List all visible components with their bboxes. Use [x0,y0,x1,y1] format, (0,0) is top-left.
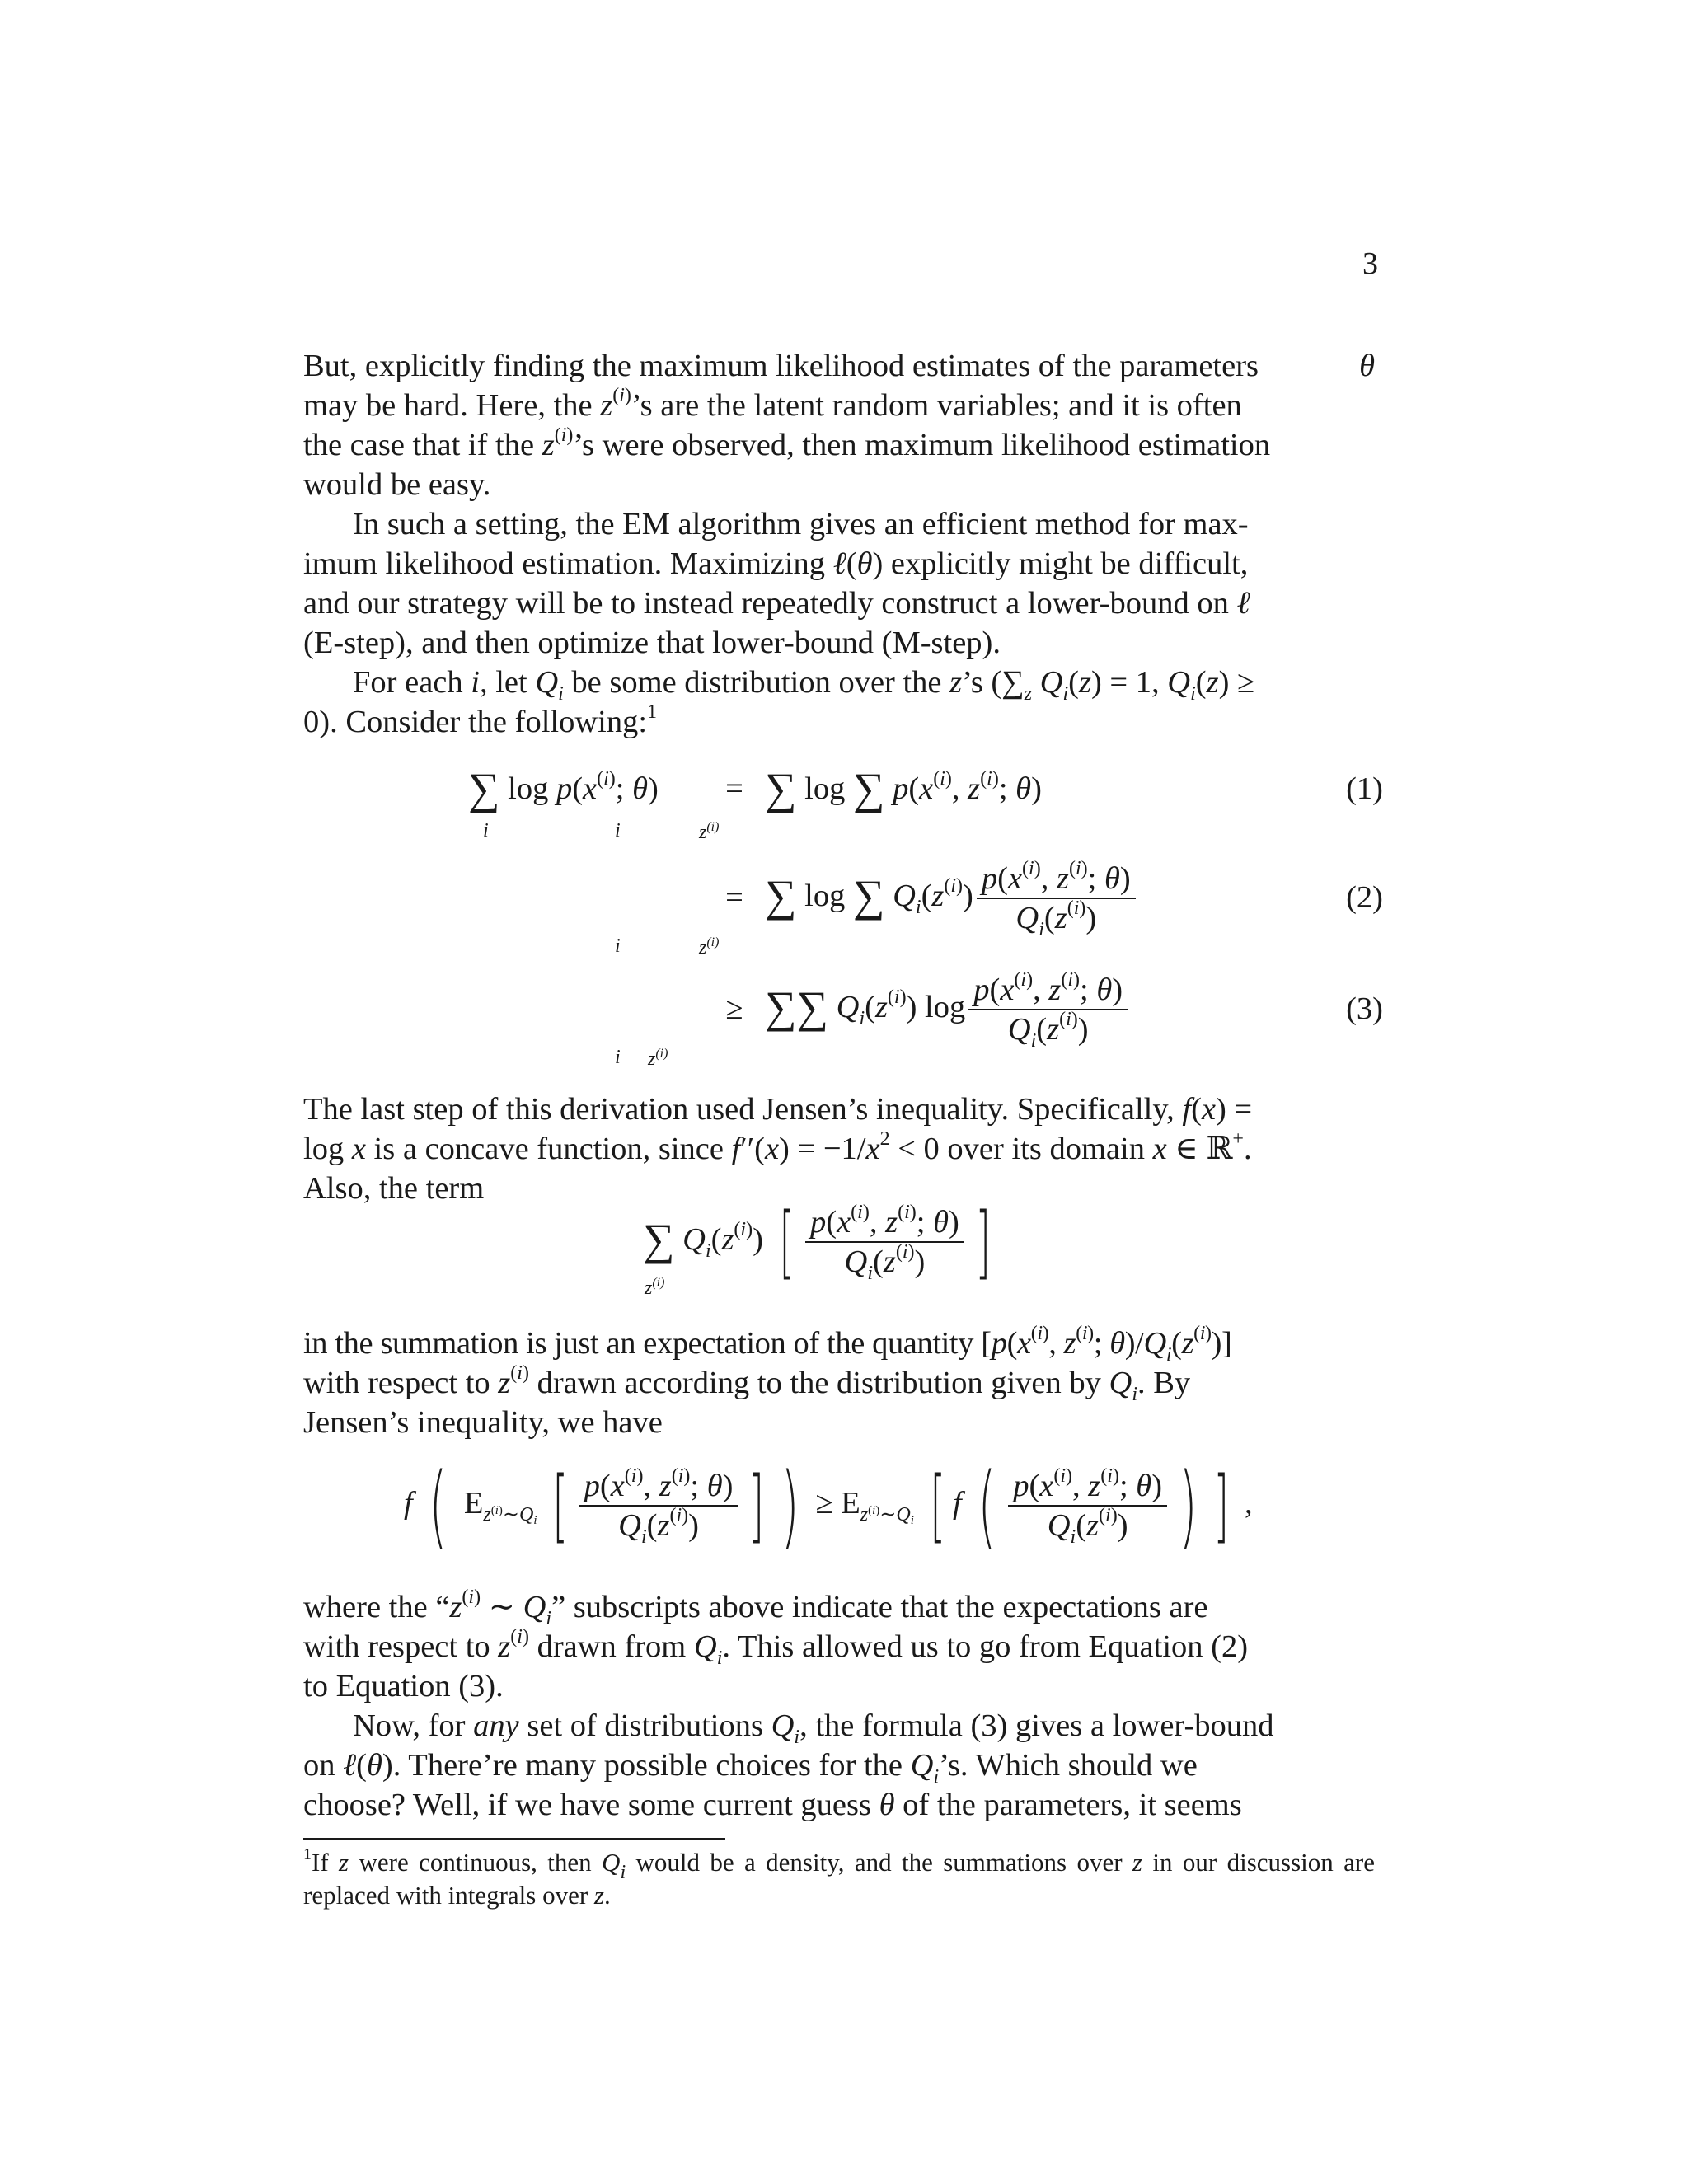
text-line: choose? Well, if we have some current guess θ of the parameters, it seems [303,1788,1242,1822]
page-number: 3 [1362,246,1378,281]
text-line: (E-step), and then optimize that lower-bound (M-step). [303,626,1001,660]
text-line: Also, the term [303,1171,485,1206]
footnote-rule [303,1838,725,1840]
equation-1: ∑ $\log p(x^{(i)}$; θ) i = ∑ log ∑ $p(x^{(i)}$, $z^{(i)}$; θ) i $z^{(i)}$ (1) [468,764,1383,843]
paragraph-intro [303,346,1375,504]
text-line: with respect to $z^{(i)}$ drawn from $Q_i$. This allowed us to go from Equation (2) [303,1626,1249,1669]
footnote-text: If z were continuous, then $Q_i$ would be a density, and the summations over z in our discussion are replaced with integrals over z. [303,1848,1375,1910]
equation-number: (2) [1346,880,1383,915]
equation-rhs: ∑ log ∑ $Q_i(z^{(i)})$ $\frac{p(x^{(i)}, z^{(i)}; \theta)}{Q_i(z^{(i)})}$ [765,861,1139,935]
text-line: with respect to $z^{(i)}$ drawn according to the distribution given by $Q_i$. By [303,1362,1191,1405]
equation-number: (3) [1346,991,1383,1026]
equation-number: (1) [1346,771,1383,806]
text-line: in the summation is just an expectation of the quantity [$p(x^{(i)}$, $z^{(i)}$; $\theta)/Q_i(z^{(i)})$] [303,1323,1232,1366]
text-line: to Equation (3). [303,1669,504,1704]
equation-relation: ≥ [725,991,743,1026]
equation-2: = ∑ log ∑ $Q_i(z^{(i)})$ $\frac{p(x^{(i)}, z^{(i)}; \theta)}{Q_i(z^{(i)})}$ i $z^{(i)}$ (2) [615,858,1383,958]
text-line: For each i, let $Q_i$ be some distribution over the z’s ($\sum_z$ $Q_i(z) = 1$, $Q_i(z)$ ≥ [353,665,1255,705]
text-line: where the “$z^{(i)}$ ∼ $Q_i$” subscripts above indicate that the expectations are [303,1586,1208,1629]
footnote [303,1846,1375,1912]
display-term: ∑ $Q_i(z^{(i)})$ [ $\frac{p(x^{(i)}, z^{(i)}; \theta)}{Q_i(z^{(i)})}$ ] [643,1196,991,1288]
equation-3: ≥ ∑∑ $Q_i(z^{(i)})$ log $\frac{p(x^{(i)}, z^{(i)}; \theta)}{Q_i(z^{(i)})}$ i $z^{(i)}$ (3) [615,969,1383,1070]
text-line: Jensen’s inequality, we have [303,1405,663,1440]
equation-relation: = [725,880,743,915]
paragraph-now [303,1706,1375,1825]
equation-relation: = [725,771,743,806]
paragraph-em-setting [303,504,1375,663]
equation-rhs: ∑ log ∑ $p(x^{(i)}$, $z^{(i)}$; θ) [765,764,1042,813]
text-line: 0). Consider the following:$^1$ [303,701,658,739]
jensen-inequality: f ( $E_{z^{(i)}\sim Q_i}$ [ $\frac{p(x^{(i)}, z^{(i)}; \theta)}{Q_i(z^{(i)})}$ ] ) ≥ $E_{z^{(i)}\sim Q_i}$ [ f ( $\frac{p(x^{(i)}, z^{(i)}; \theta)}{Q_i(z^{(i)})}$ ) ] , [404,1453,1253,1558]
text-line: and our strategy will be to instead repeatedly construct a lower-bound on ℓ [303,586,1250,621]
paragraph-jensen [303,1090,1375,1208]
text-line: would be easy. [303,467,491,502]
paragraph-expectation [303,1324,1375,1442]
footnote-mark: 1 [303,1845,312,1863]
text-line: imum likelihood estimation. Maximizing ℓ(θ) explicitly might be difficult, [303,546,1249,581]
paragraph-where [303,1587,1375,1706]
text-line: Now, for any set of distributions $Q_i$, the formula (3) gives a lower-bound [353,1708,1274,1748]
text-line: The last step of this derivation used Jensen’s inequality. Specifically, f(x) = [303,1092,1253,1127]
text-line: In such a setting, the EM algorithm gives an efficient method for max- [353,507,1249,541]
text-line: log x is a concave function, since $f''(x) = -1/x^2 < 0$ over its domain x ∈ ℝ+. [303,1128,1252,1166]
text-line: But, explicitly finding the maximum likelihood estimates of the parameters θ [303,349,1375,383]
equation-lhs: ∑ $\log p(x^{(i)}$; θ) [468,764,659,813]
text-line: the case that if the $z^{(i)}’s$ were observed, then maximum likelihood estimation [303,424,1271,462]
text-line: on ℓ(θ). There’re many possible choices for the $Q_i’s$. Which should we [303,1748,1198,1788]
equation-rhs: ∑∑ $Q_i(z^{(i)})$ log $\frac{p(x^{(i)}, z^{(i)}; \theta)}{Q_i(z^{(i)})}$ [765,972,1131,1047]
text-line: may be hard. Here, the $z^{(i)}’s$ are the latent random variables; and it is often [303,385,1242,423]
paragraph-distribution [303,663,1375,742]
